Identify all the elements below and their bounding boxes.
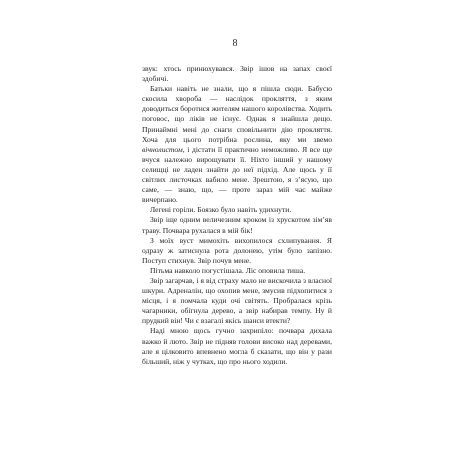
paragraph — [142, 205, 332, 215]
paragraph — [142, 64, 332, 84]
paragraph-text: Звір загарчав, і я від страху мало не вискочила з власної шкури. Адреналін, що охопив мене, змусив підхопитися з місця, і я помчала куди очі світять. Пробралася крізь чагарники, обігнула дерево, а звір набирав темпу. Ну й прудкий він! Чи є взагалі якісь шанси втекти? — [142, 275, 332, 326]
paragraph — [142, 84, 332, 205]
paragraph-text-continued: , і дістати її практично неможливо. Я все ще вчуся належно вирощувати її. Ніхто інший у нашому селищці не ладен знайти до неї підхід. Але щось у її світлих листочках вабило мене. Зрештою, я з’ясую, що саме, — знаю, що, — проте зараз мій час майже вичерпано. — [142, 144, 332, 205]
paragraph-text: Наді мною щось гучно захрипіло: почвара дихала важко й люто. Звір не підняв голови високо над деревами, але я цілковито впевнено могла б сказати, що він у рази більший, ніж у чутках, що про нього ходили. — [142, 326, 332, 366]
body-text — [142, 64, 332, 367]
paragraph — [142, 266, 332, 276]
paragraph-text: Легені горіли. Боязко було навіть удихнути. — [150, 205, 292, 215]
italic-term: вічнолистом — [142, 144, 183, 154]
paragraph-text: Звір іще одним величезним кроком із хрускотом зім’яв траву. Почвара рухалася в мій бік! — [142, 215, 332, 235]
paragraph — [142, 215, 332, 235]
paragraph-text: Батьки навіть не знали, що я пішла сюди. Бабусю скосила хвороба — наслідок прокляття, з яким доводиться боротися жителям нашого королівства. Ходить поговос, що ліків не існує. Однак я знайшла дещо. Принаймні мені до снаги сповільнити дію прокляття. Хоча для цього потрібна рослина, яку ми звемо — [142, 84, 332, 144]
paragraph-text: звук: хтось принюхувався. Звір ішов на запах своєї здобичі. — [142, 64, 332, 84]
paragraph-text: З моїх вуст мимохіть вихопилося схлипування. Я одразу ж затиснула рота долонею, утім було запізно. Поступ стихнув. Звір почув мене. — [142, 235, 332, 265]
paragraph-text: Пітьма навколо погустішала. Ліс оповила тиша. — [150, 265, 306, 275]
paragraph — [142, 326, 332, 366]
page-number: 8 — [232, 38, 238, 49]
paragraph — [142, 236, 332, 266]
paragraph — [142, 276, 332, 326]
